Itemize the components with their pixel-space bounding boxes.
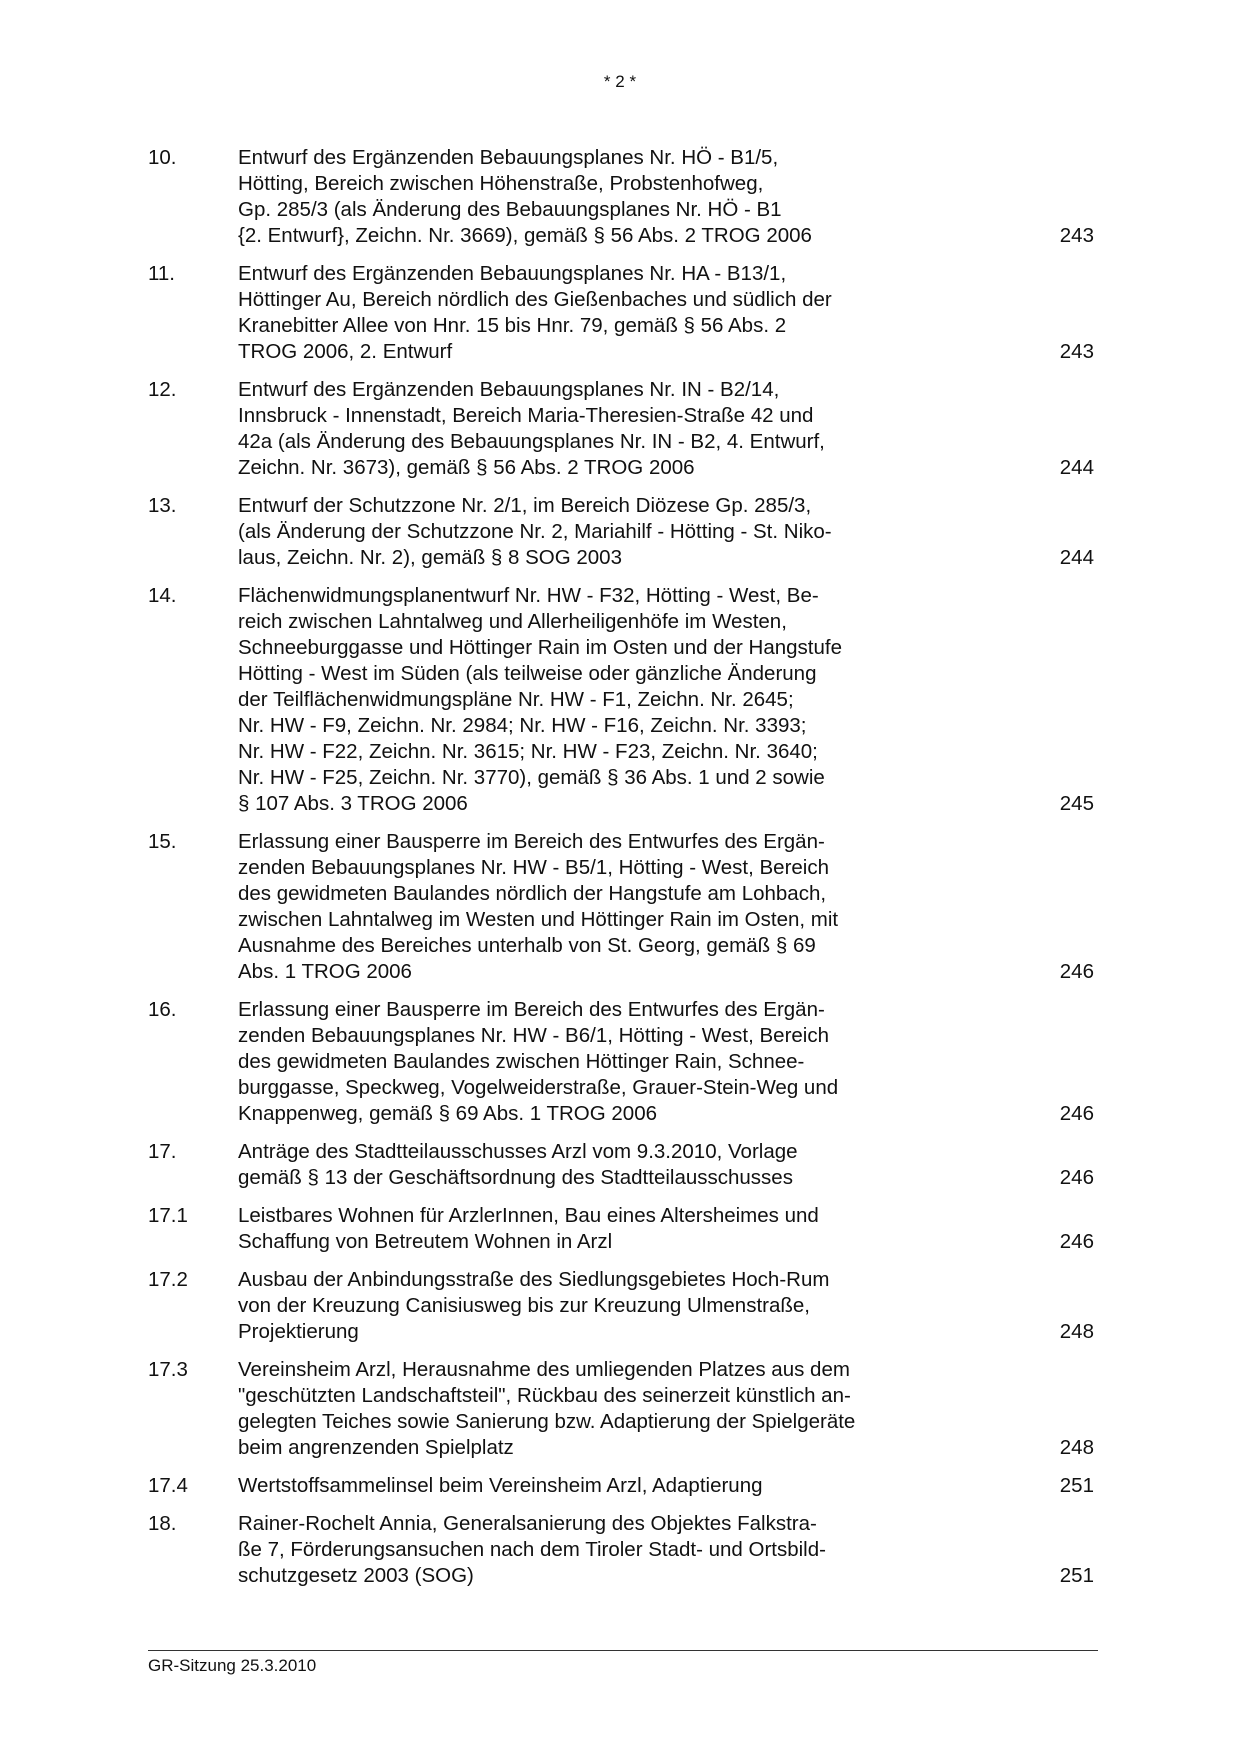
toc-entry-title-line: schutzgesetz 2003 (SOG)	[238, 1564, 474, 1587]
toc-entry-title-line: ße 7, Förderungsansuchen nach dem Tiroler Stadt- und Ortsbild-	[238, 1538, 826, 1561]
toc-entry-title-line: Gp. 285/3 (als Änderung des Bebauungsplanes Nr. HÖ - B1	[238, 198, 782, 221]
toc-entry-title-line: Schaffung von Betreutem Wohnen in Arzl	[238, 1230, 613, 1253]
table-of-contents	[148, 145, 1098, 1601]
toc-entry-number: 17.2	[148, 1268, 188, 1291]
toc-entry-title-line: Anträge des Stadtteilausschusses Arzl vom 9.3.2010, Vorlage	[238, 1140, 798, 1163]
toc-entry-number: 17.1	[148, 1204, 188, 1227]
toc-entry-page: 246	[1059, 1102, 1094, 1125]
toc-entry-page: 251	[1059, 1564, 1094, 1587]
toc-entry	[148, 145, 1098, 249]
toc-entry-title-line: Abs. 1 TROG 2006	[238, 960, 412, 983]
toc-entry-title	[238, 997, 938, 1127]
toc-entry-title-line: Nr. HW - F25, Zeichn. Nr. 3770), gemäß § 36 Abs. 1 und 2 sowie	[238, 766, 825, 789]
toc-entry-title-line: beim angrenzenden Spielplatz	[238, 1436, 514, 1459]
toc-entry-title-line: Rainer-Rochelt Annia, Generalsanierung des Objektes Falkstra-	[238, 1512, 817, 1535]
toc-entry-title-line: TROG 2006, 2. Entwurf	[238, 340, 453, 363]
toc-entry-title-line: Innsbruck - Innenstadt, Bereich Maria-Theresien-Straße 42 und	[238, 404, 814, 427]
toc-entry-title-line: Kranebitter Allee von Hnr. 15 bis Hnr. 79, gemäß § 56 Abs. 2	[238, 314, 787, 337]
toc-entry-number: 11.	[148, 262, 175, 285]
toc-entry-page: 246	[1059, 1230, 1094, 1253]
footer-divider	[148, 1650, 1098, 1651]
toc-entry-title-line: {2. Entwurf}, Zeichn. Nr. 3669), gemäß § 56 Abs. 2 TROG 2006	[238, 224, 812, 247]
toc-entry-title-line: reich zwischen Lahntalweg und Allerheiligenhöfe im Westen,	[238, 610, 787, 633]
toc-entry-title-line: (als Änderung der Schutzzone Nr. 2, Mariahilf - Hötting - St. Niko-	[238, 520, 832, 543]
toc-entry-title-line: Leistbares Wohnen für ArzlerInnen, Bau eines Altersheimes und	[238, 1204, 819, 1227]
toc-entry-title	[238, 1203, 938, 1255]
toc-entry-title	[238, 1267, 938, 1345]
toc-entry-title-line: Flächenwidmungsplanentwurf Nr. HW - F32, Hötting - West, Be-	[238, 584, 819, 607]
toc-entry-title-line: Nr. HW - F22, Zeichn. Nr. 3615; Nr. HW - F23, Zeichn. Nr. 3640;	[238, 740, 818, 763]
toc-entry	[148, 829, 1098, 985]
toc-entry	[148, 1357, 1098, 1461]
toc-entry-page: 248	[1059, 1436, 1094, 1459]
toc-entry-page: 243	[1059, 224, 1094, 247]
toc-entry-page: 251	[1059, 1474, 1094, 1497]
toc-entry-title	[238, 1473, 938, 1499]
toc-entry	[148, 493, 1098, 571]
toc-entry	[148, 377, 1098, 481]
toc-entry-title-line: burggasse, Speckweg, Vogelweiderstraße, Grauer-Stein-Weg und	[238, 1076, 839, 1099]
toc-entry	[148, 1267, 1098, 1345]
toc-entry-title-line: Nr. HW - F9, Zeichn. Nr. 2984; Nr. HW - F16, Zeichn. Nr. 3393;	[238, 714, 807, 737]
toc-entry-title-line: des gewidmeten Baulandes nördlich der Hangstufe am Lohbach,	[238, 882, 827, 905]
toc-entry-title-line: Entwurf des Ergänzenden Bebauungsplanes Nr. IN - B2/14,	[238, 378, 780, 401]
toc-entry-number: 17.	[148, 1140, 177, 1163]
toc-entry-number: 16.	[148, 998, 177, 1021]
toc-entry-title-line: gelegten Teiches sowie Sanierung bzw. Adaptierung der Spielgeräte	[238, 1410, 856, 1433]
toc-entry	[148, 1139, 1098, 1191]
toc-entry-title-line: zwischen Lahntalweg im Westen und Höttinger Rain im Osten, mit	[238, 908, 839, 931]
toc-entry-title	[238, 1357, 938, 1461]
toc-entry-title-line: Höttinger Au, Bereich nördlich des Gießenbaches und südlich der	[238, 288, 832, 311]
toc-entry	[148, 1473, 1098, 1499]
toc-entry-title	[238, 829, 938, 985]
toc-entry-title-line: Knappenweg, gemäß § 69 Abs. 1 TROG 2006	[238, 1102, 657, 1125]
toc-entry-title-line: Entwurf der Schutzzone Nr. 2/1, im Bereich Diözese Gp. 285/3,	[238, 494, 812, 517]
toc-entry-title-line: Vereinsheim Arzl, Herausnahme des umliegenden Platzes aus dem	[238, 1358, 850, 1381]
toc-entry	[148, 1511, 1098, 1589]
toc-entry-title-line: Entwurf des Ergänzenden Bebauungsplanes Nr. HÖ - B1/5,	[238, 146, 779, 169]
toc-entry-title-line: Hötting, Bereich zwischen Höhenstraße, Probstenhofweg,	[238, 172, 764, 195]
toc-entry-title-line: Ausbau der Anbindungsstraße des Siedlungsgebietes Hoch-Rum	[238, 1268, 830, 1291]
toc-entry-title	[238, 493, 938, 571]
toc-entry-title-line: Hötting - West im Süden (als teilweise oder gänzliche Änderung	[238, 662, 817, 685]
footer-text: GR-Sitzung 25.3.2010	[148, 1656, 317, 1675]
toc-entry-title-line: von der Kreuzung Canisiusweg bis zur Kreuzung Ulmenstraße,	[238, 1294, 810, 1317]
toc-entry	[148, 1203, 1098, 1255]
toc-entry-number: 15.	[148, 830, 177, 853]
toc-entry-title-line: laus, Zeichn. Nr. 2), gemäß § 8 SOG 2003	[238, 546, 622, 569]
toc-entry-page: 246	[1059, 1166, 1094, 1189]
toc-entry	[148, 261, 1098, 365]
toc-entry-page: 248	[1059, 1320, 1094, 1343]
toc-entry-page: 245	[1059, 792, 1094, 815]
toc-entry-page: 246	[1059, 960, 1094, 983]
toc-entry-title-line: zenden Bebauungsplanes Nr. HW - B5/1, Hötting - West, Bereich	[238, 856, 830, 879]
toc-entry-title-line: Schneeburggasse und Höttinger Rain im Osten und der Hangstufe	[238, 636, 842, 659]
toc-entry-page: 244	[1059, 456, 1094, 479]
toc-entry-title-line: Projektierung	[238, 1320, 359, 1343]
toc-entry-title-line: 42a (als Änderung des Bebauungsplanes Nr. IN - B2, 4. Entwurf,	[238, 430, 825, 453]
toc-entry-title-line: "geschützten Landschaftsteil", Rückbau des seinerzeit künstlich an-	[238, 1384, 851, 1407]
toc-entry-number: 13.	[148, 494, 177, 517]
toc-entry-title	[238, 1139, 938, 1191]
toc-entry-title-line: gemäß § 13 der Geschäftsordnung des Stadtteilausschusses	[238, 1166, 793, 1189]
toc-entry-page: 243	[1059, 340, 1094, 363]
toc-entry-number: 14.	[148, 584, 177, 607]
toc-entry-number: 17.3	[148, 1358, 188, 1381]
toc-entry-title-line: § 107 Abs. 3 TROG 2006	[238, 792, 468, 815]
toc-entry-title-line: Entwurf des Ergänzenden Bebauungsplanes Nr. HA - B13/1,	[238, 262, 787, 285]
toc-entry-number: 12.	[148, 378, 177, 401]
toc-entry-title	[238, 583, 938, 817]
toc-entry-title-line: Erlassung einer Bausperre im Bereich des Entwurfes des Ergän-	[238, 998, 825, 1021]
page-number: * 2 *	[603, 72, 637, 91]
toc-entry-title	[238, 1511, 938, 1589]
toc-entry-title-line: Ausnahme des Bereiches unterhalb von St. Georg, gemäß § 69	[238, 934, 816, 957]
toc-entry	[148, 583, 1098, 817]
toc-entry-number: 10.	[148, 146, 177, 169]
toc-entry-number: 17.4	[148, 1474, 188, 1497]
toc-entry-title	[238, 377, 938, 481]
toc-entry-title-line: zenden Bebauungsplanes Nr. HW - B6/1, Hötting - West, Bereich	[238, 1024, 830, 1047]
toc-entry-number: 18.	[148, 1512, 177, 1535]
toc-entry-title	[238, 261, 938, 365]
toc-entry-title-line: Wertstoffsammelinsel beim Vereinsheim Arzl, Adaptierung	[238, 1474, 763, 1497]
toc-entry-page: 244	[1059, 546, 1094, 569]
toc-entry-title-line: des gewidmeten Baulandes zwischen Höttinger Rain, Schnee-	[238, 1050, 805, 1073]
toc-entry-title-line: Zeichn. Nr. 3673), gemäß § 56 Abs. 2 TROG 2006	[238, 456, 695, 479]
toc-entry-title-line: der Teilflächenwidmungspläne Nr. HW - F1, Zeichn. Nr. 2645;	[238, 688, 794, 711]
toc-entry-title-line: Erlassung einer Bausperre im Bereich des Entwurfes des Ergän-	[238, 830, 825, 853]
toc-entry	[148, 997, 1098, 1127]
toc-entry-title	[238, 145, 938, 249]
